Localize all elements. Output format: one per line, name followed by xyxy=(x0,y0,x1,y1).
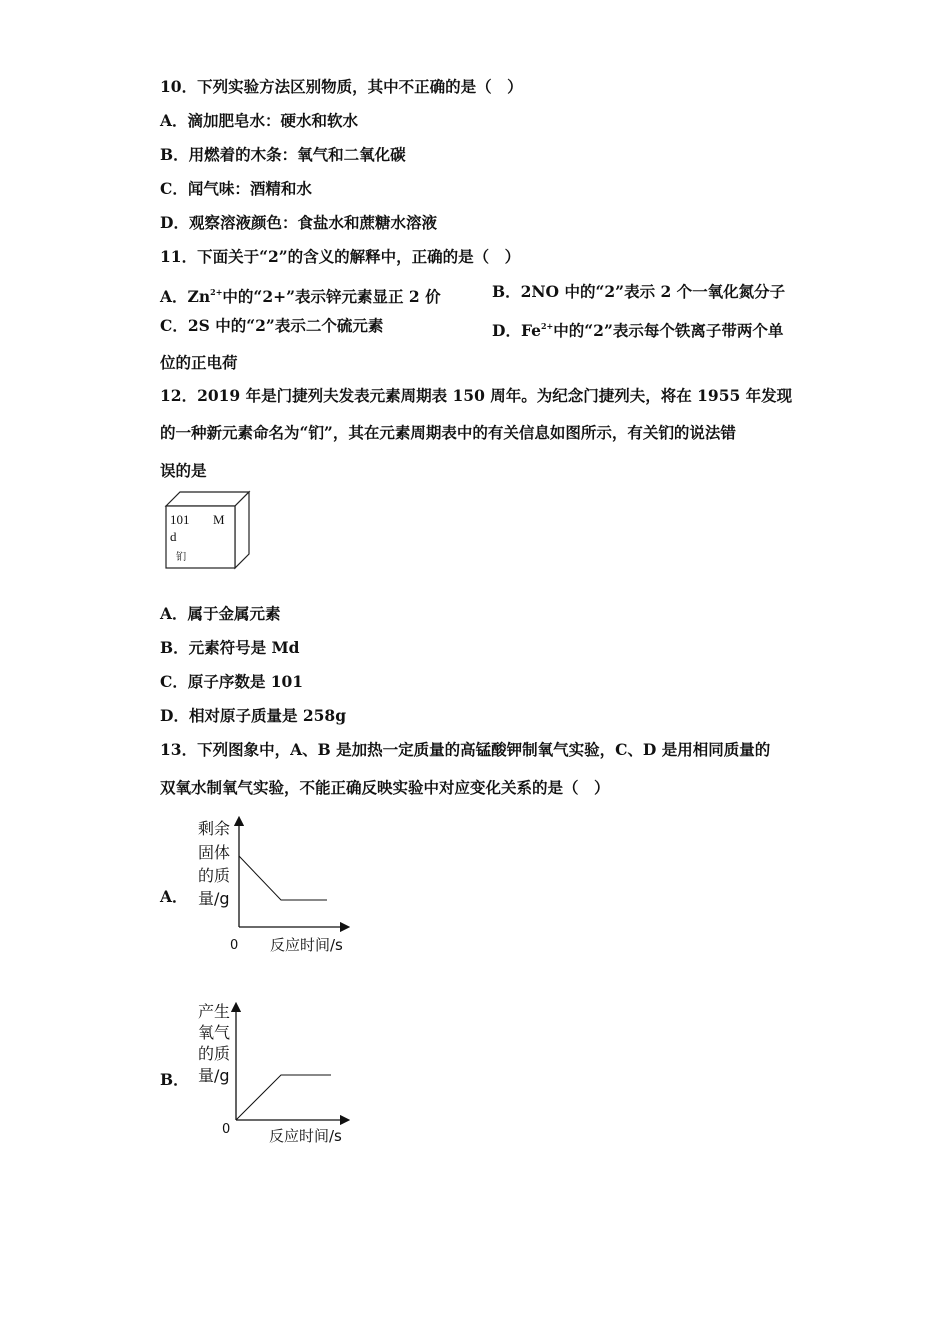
graph-a-label: A． xyxy=(160,887,188,906)
element-atomic-number: 101 xyxy=(170,512,190,527)
graph-a-ylabel-3: 的质 xyxy=(198,866,231,885)
graph-b-ylabel-2: 氧气 xyxy=(198,1023,231,1042)
graph-a-ylabel-2: 固体 xyxy=(198,843,231,862)
q11-option-a xyxy=(160,282,441,307)
graph-a-ylabel-4: 量/g xyxy=(198,889,230,908)
q11-option-d xyxy=(492,316,783,341)
q11-option-d-text: D．Fe xyxy=(492,321,541,340)
q12-option-b: B．元素符号是 Md xyxy=(160,638,300,657)
q10-option-a: A．滴加肥皂水：硬水和软水 xyxy=(160,111,359,130)
element-symbol-d: d xyxy=(170,529,177,544)
q11-option-a-text-rest: 中的“2+”表示锌元素显正 2 价 xyxy=(222,287,441,306)
graph-b-label: B． xyxy=(160,1070,189,1089)
graph-b-ylabel-1: 产生 xyxy=(198,1002,231,1021)
graph-a-origin: 0 xyxy=(230,938,239,953)
q11-option-b: B．2NO 中的“2”表示 2 个一氧化氮分子 xyxy=(492,282,786,301)
graph-b-curve xyxy=(236,1075,331,1120)
q13-stem-line1: 13．下列图象中，A、B 是加热一定质量的高锰酸钾制氧气实验，C、D 是用相同质量的 xyxy=(160,740,771,759)
graph-b-xlabel: 反应时间/s xyxy=(269,1127,342,1145)
q11-option-c: C．2S 中的“2”表示二个硫元素 xyxy=(160,316,384,335)
q12-option-a: A．属于金属元素 xyxy=(160,604,281,623)
q11-option-a-superscript: 2+ xyxy=(210,287,223,297)
q13-stem-line2: 双氧水制氧气实验，不能正确反映实验中对应变化关系的是（ ） xyxy=(160,778,610,797)
graph-b-ylabel-4: 量/g xyxy=(198,1066,230,1085)
graph-a xyxy=(195,815,365,964)
q10-stem: 10．下列实验方法区别物质，其中不正确的是（ ） xyxy=(160,77,523,96)
q11-option-d-superscript: 2+ xyxy=(540,321,554,331)
element-cell-figure xyxy=(160,490,255,576)
graph-b-ylabel-3: 的质 xyxy=(198,1044,231,1063)
q12-option-c: C．原子序数是 101 xyxy=(160,672,304,691)
q10-option-b: B．用燃着的木条：氧气和二氧化碳 xyxy=(160,145,406,164)
q10-option-c: C．闻气味：酒精和水 xyxy=(160,179,312,198)
q12-stem-line1: 12．2019 年是门捷列夫发表元素周期表 150 周年。为纪念门捷列夫，将在 1955 年发现 xyxy=(160,386,793,405)
element-symbol-m: M xyxy=(213,512,225,527)
q11-option-a-text: A．Zn xyxy=(160,287,211,306)
graph-a-xlabel: 反应时间/s xyxy=(270,936,343,954)
q10-option-d: D．观察溶液颜色：食盐水和蔗糖水溶液 xyxy=(160,213,437,232)
graph-b xyxy=(195,1000,365,1152)
graph-a-curve xyxy=(239,856,327,900)
graph-a-ylabel-1: 剩余 xyxy=(198,819,231,838)
q12-stem-line3: 误的是 xyxy=(160,461,207,480)
q11-stem: 11．下面关于“2”的含义的解释中，正确的是（ ） xyxy=(160,247,521,266)
q12-option-d: D．相对原子质量是 258g xyxy=(160,706,347,725)
element-name: 钔 xyxy=(176,552,186,563)
q11-option-d-continued: 位的正电荷 xyxy=(160,353,238,372)
q11-option-d-text-rest: 中的“2”表示每个铁离子带两个单 xyxy=(553,321,784,340)
q12-stem-line2: 的一种新元素命名为“钔”，其在元素周期表中的有关信息如图所示，有关钔的说法错 xyxy=(160,423,736,442)
graph-b-origin: 0 xyxy=(222,1122,231,1137)
